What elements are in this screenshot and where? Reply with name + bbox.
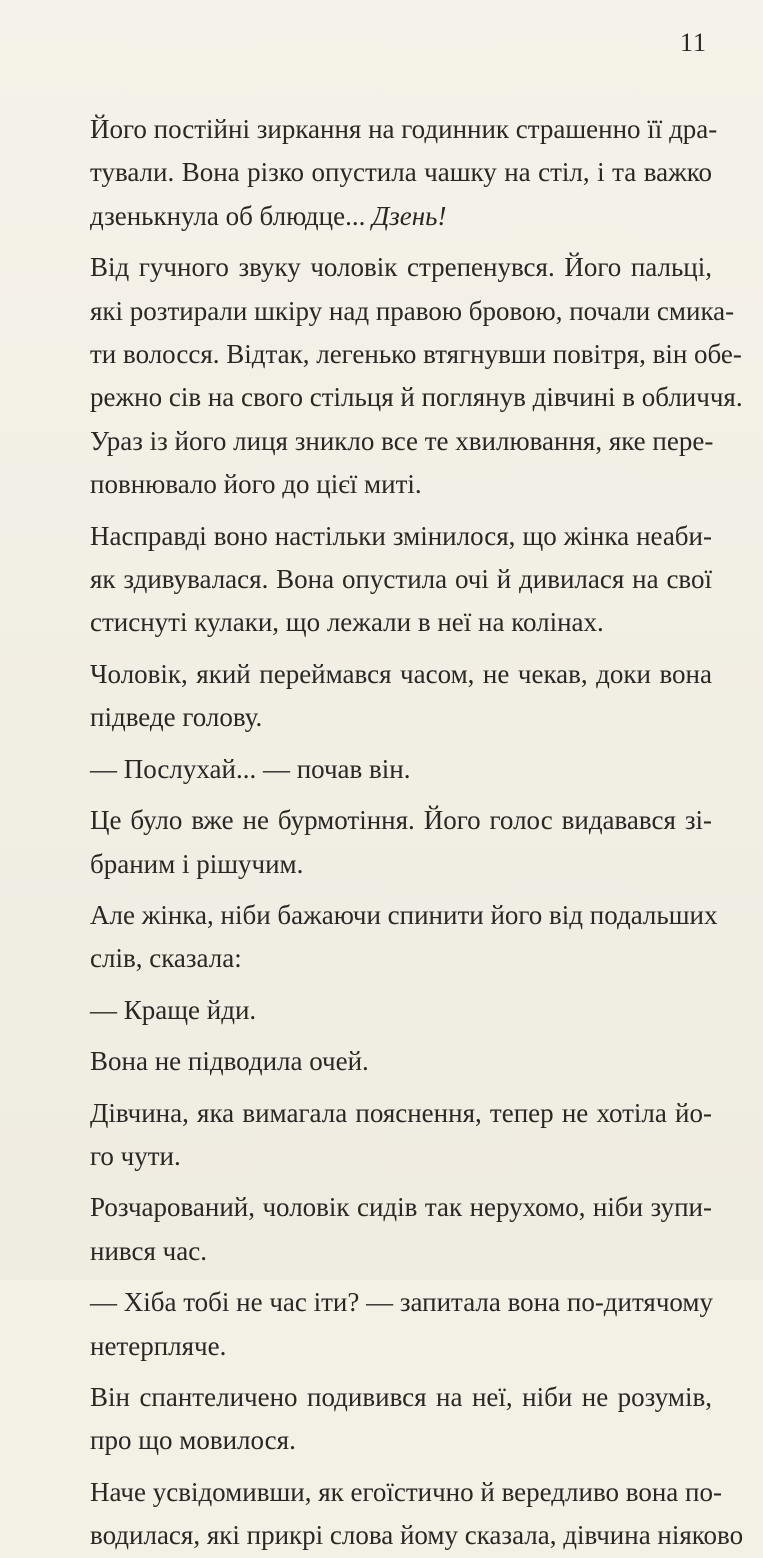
text-line xyxy=(90,1186,712,1229)
text-line xyxy=(90,601,712,644)
text-line xyxy=(90,515,712,558)
text-line-content: повнювало його до цієї миті. xyxy=(90,469,422,500)
text-line-content: Вона не підводила очей. xyxy=(90,1046,369,1077)
text-line-content: стиснуті кулаки, що лежали в неї на колінах. xyxy=(90,607,604,638)
text-line xyxy=(90,195,712,238)
text-line-content: Але жінка, ніби бажаючи спинити його від подальших xyxy=(90,899,718,930)
text-line xyxy=(90,748,712,791)
text-line-content: Дівчина, яка вимагала пояснення, тепер не хотіла йо- xyxy=(90,1097,712,1128)
text-line-content: про що мовилося. xyxy=(90,1425,296,1456)
text-line-content: режно сів на свого стільця й поглянув дівчині в обличчя. xyxy=(90,382,743,413)
text-line-content: слів, сказала: xyxy=(90,943,242,974)
text-line-content: — Послухай... — почав він. xyxy=(90,753,411,784)
text-line xyxy=(90,989,712,1032)
text-line xyxy=(90,290,735,333)
text-line xyxy=(90,843,712,886)
text-line xyxy=(90,463,712,506)
text-line xyxy=(90,420,712,463)
text-line xyxy=(90,1135,712,1178)
text-line-content: Ураз із його лиця зникло все те хвилювання, яке пере- xyxy=(90,425,714,456)
text-line xyxy=(90,937,712,980)
text-line xyxy=(90,1325,712,1368)
text-line-content: підведе голову. xyxy=(90,702,263,733)
text-line-content: — Хіба тобі не час іти? — запитала вона по-дитячому xyxy=(90,1287,714,1318)
text-line xyxy=(90,1376,712,1419)
text-line-content: нетерпляче. xyxy=(90,1330,227,1361)
text-line-content: Це було вже не бурмотіння. Його голос видавався зі- xyxy=(90,805,712,836)
text-line xyxy=(90,696,712,739)
text-line xyxy=(90,1092,712,1135)
text-line-content: ти волосся. Відтак, легенько втягнувши повітря, він обе- xyxy=(90,339,742,370)
text-line-content: тували. Вона різко опустила чашку на стіл, і та важко xyxy=(90,157,712,188)
text-line-content: водилася, які прикрі слова йому сказала, дівчина ніяково xyxy=(90,1520,744,1551)
text-line-content: Він спантеличено подивився на неї, ніби не розумів, xyxy=(90,1381,712,1412)
text-line-content: го чути. xyxy=(90,1140,181,1171)
text-line-content: як здивувалася. Вона опустила очі й дивилася на свої xyxy=(90,564,712,595)
text-line xyxy=(90,1281,712,1324)
text-line xyxy=(90,894,718,937)
text-line-content: Розчарований, чоловік сидів так нерухомо, ніби зупи- xyxy=(90,1192,712,1223)
text-line xyxy=(90,799,712,842)
text-line-content: Насправді воно настільки змінилося, що жінка неаби- xyxy=(90,520,712,551)
text-line xyxy=(90,1419,712,1462)
text-line xyxy=(90,108,718,151)
body-text xyxy=(90,108,744,1558)
text-line-content: — Краще йди. xyxy=(90,994,257,1025)
text-line-content: дзенькнула об блюдце... xyxy=(90,200,366,231)
text-line-content: які розтирали шкіру над правою бровою, почали смика- xyxy=(90,295,735,326)
text-line xyxy=(90,376,743,419)
text-line xyxy=(90,653,712,696)
text-line-content: Від гучного звуку чоловік стрепенувся. Його пальці, xyxy=(90,252,712,283)
text-line xyxy=(90,1471,722,1514)
text-line-content: браним і рішучим. xyxy=(90,848,304,879)
text-line-content: Наче усвідомивши, як егоїстично й вередливо вона по- xyxy=(90,1476,722,1507)
italic-emphasis: Дзень! xyxy=(372,200,447,231)
text-line xyxy=(90,1040,712,1083)
text-line xyxy=(90,1230,712,1273)
text-line xyxy=(90,558,712,601)
text-line-content: Чоловік, який переймався часом, не чекав, доки вона xyxy=(90,658,712,689)
text-line xyxy=(90,1514,744,1557)
text-line-content: Його постійні зиркання на годинник страшенно її дра- xyxy=(90,114,718,144)
text-line-content: нився час. xyxy=(90,1235,207,1266)
text-line xyxy=(90,333,742,376)
text-line xyxy=(90,151,712,194)
text-line xyxy=(90,246,712,289)
page-number: 11 xyxy=(679,28,707,57)
